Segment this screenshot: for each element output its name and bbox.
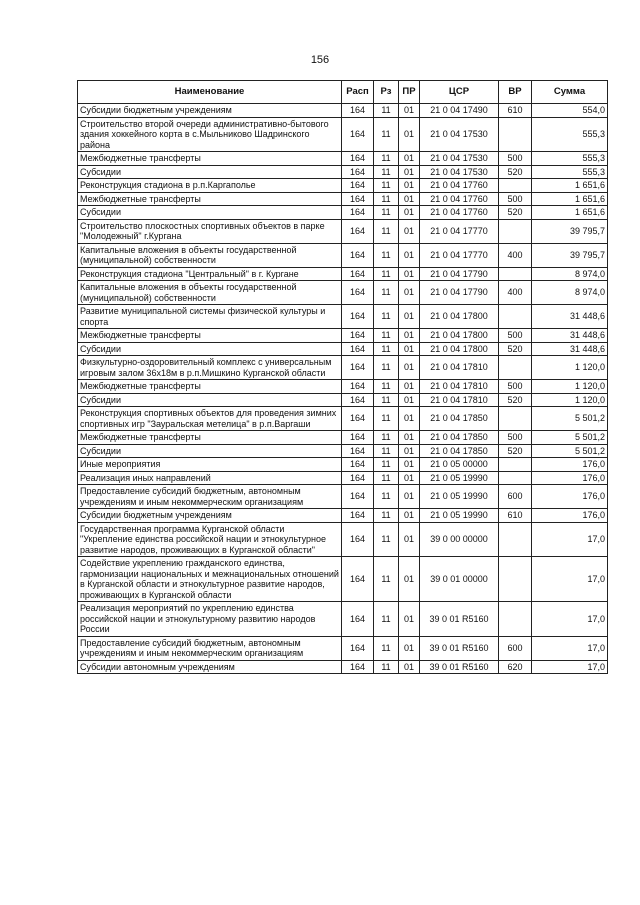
- table-row: [78, 152, 608, 166]
- cell-name: Физкультурно-оздоровительный комплекс с универсальным игровым залом 36x18м в р.п.Мишкино Курганской области: [78, 356, 342, 380]
- cell-pr: 01: [399, 458, 420, 472]
- cell-rz: 11: [374, 206, 399, 220]
- table-row: [78, 219, 608, 243]
- table-row: [78, 243, 608, 267]
- cell-rz: 11: [374, 165, 399, 179]
- table-row: [78, 342, 608, 356]
- cell-csr: 21 0 05 19990: [420, 509, 499, 523]
- cell-pr: 01: [399, 206, 420, 220]
- cell-vr: 520: [499, 393, 532, 407]
- cell-rasp: 164: [342, 342, 374, 356]
- cell-vr: 500: [499, 152, 532, 166]
- cell-name: Межбюджетные трансферты: [78, 152, 342, 166]
- cell-vr: 520: [499, 206, 532, 220]
- table-row: [78, 380, 608, 394]
- cell-sum: 555,3: [532, 165, 608, 179]
- cell-csr: 21 0 04 17530: [420, 152, 499, 166]
- cell-rasp: 164: [342, 219, 374, 243]
- cell-sum: 17,0: [532, 660, 608, 674]
- cell-name: Строительство плоскостных спортивных объектов в парке "Молодежный" г.Кургана: [78, 219, 342, 243]
- cell-sum: 17,0: [532, 602, 608, 637]
- cell-rasp: 164: [342, 380, 374, 394]
- cell-name: Реконструкция стадиона в р.п.Каргаполье: [78, 179, 342, 193]
- cell-name: Капитальные вложения в объекты государственной (муниципальной) собственности: [78, 243, 342, 267]
- cell-pr: 01: [399, 243, 420, 267]
- cell-rasp: 164: [342, 407, 374, 431]
- cell-rasp: 164: [342, 152, 374, 166]
- cell-rz: 11: [374, 179, 399, 193]
- cell-name: Капитальные вложения в объекты государственной (муниципальной) собственности: [78, 281, 342, 305]
- cell-pr: 01: [399, 471, 420, 485]
- cell-csr: 21 0 04 17810: [420, 380, 499, 394]
- cell-vr: [499, 267, 532, 281]
- cell-sum: 17,0: [532, 522, 608, 557]
- cell-pr: 01: [399, 267, 420, 281]
- cell-rz: 11: [374, 444, 399, 458]
- cell-csr: 21 0 04 17770: [420, 243, 499, 267]
- cell-rasp: 164: [342, 305, 374, 329]
- table-row: [78, 192, 608, 206]
- table-row: [78, 329, 608, 343]
- cell-vr: 500: [499, 192, 532, 206]
- cell-vr: 400: [499, 281, 532, 305]
- cell-rz: 11: [374, 602, 399, 637]
- cell-name: Субсидии автономным учреждениям: [78, 660, 342, 674]
- cell-name: Субсидии: [78, 206, 342, 220]
- cell-rasp: 164: [342, 393, 374, 407]
- cell-vr: 600: [499, 636, 532, 660]
- cell-name: Предоставление субсидий бюджетным, автономным учреждениям и иным некоммерческим организациям: [78, 636, 342, 660]
- cell-pr: 01: [399, 192, 420, 206]
- cell-csr: 21 0 04 17790: [420, 267, 499, 281]
- cell-csr: 21 0 04 17810: [420, 356, 499, 380]
- cell-rz: 11: [374, 342, 399, 356]
- cell-sum: 176,0: [532, 458, 608, 472]
- cell-vr: [499, 602, 532, 637]
- cell-rasp: 164: [342, 267, 374, 281]
- cell-rasp: 164: [342, 485, 374, 509]
- table-row: [78, 602, 608, 637]
- cell-name: Межбюджетные трансферты: [78, 192, 342, 206]
- cell-vr: 610: [499, 509, 532, 523]
- cell-vr: 520: [499, 342, 532, 356]
- header-csr: ЦСР: [420, 81, 499, 104]
- cell-csr: 21 0 04 17810: [420, 393, 499, 407]
- cell-pr: 01: [399, 522, 420, 557]
- cell-pr: 01: [399, 393, 420, 407]
- cell-pr: 01: [399, 104, 420, 118]
- cell-rasp: 164: [342, 458, 374, 472]
- cell-csr: 21 0 04 17530: [420, 117, 499, 152]
- cell-csr: 21 0 05 00000: [420, 458, 499, 472]
- header-name: Наименование: [78, 81, 342, 104]
- table-row: [78, 407, 608, 431]
- table-row: [78, 267, 608, 281]
- header-rz: Рз: [374, 81, 399, 104]
- cell-rasp: 164: [342, 660, 374, 674]
- cell-rz: 11: [374, 104, 399, 118]
- cell-rz: 11: [374, 509, 399, 523]
- cell-sum: 17,0: [532, 636, 608, 660]
- cell-vr: [499, 117, 532, 152]
- cell-sum: 31 448,6: [532, 305, 608, 329]
- cell-pr: 01: [399, 444, 420, 458]
- cell-rz: 11: [374, 267, 399, 281]
- table-row: [78, 165, 608, 179]
- cell-sum: 1 120,0: [532, 380, 608, 394]
- cell-pr: 01: [399, 356, 420, 380]
- table-row: [78, 522, 608, 557]
- cell-name: Субсидии бюджетным учреждениям: [78, 104, 342, 118]
- cell-pr: 01: [399, 117, 420, 152]
- cell-rasp: 164: [342, 557, 374, 602]
- cell-rasp: 164: [342, 471, 374, 485]
- cell-sum: 176,0: [532, 471, 608, 485]
- table-body: [78, 104, 608, 674]
- cell-rz: 11: [374, 380, 399, 394]
- cell-vr: [499, 179, 532, 193]
- cell-pr: 01: [399, 329, 420, 343]
- table-header-row: [78, 81, 608, 104]
- cell-pr: 01: [399, 407, 420, 431]
- cell-pr: 01: [399, 431, 420, 445]
- table-row: [78, 431, 608, 445]
- cell-sum: 8 974,0: [532, 267, 608, 281]
- cell-name: Субсидии: [78, 393, 342, 407]
- cell-sum: 554,0: [532, 104, 608, 118]
- cell-csr: 21 0 04 17800: [420, 305, 499, 329]
- cell-vr: 620: [499, 660, 532, 674]
- cell-sum: 1 651,6: [532, 192, 608, 206]
- table-row: [78, 444, 608, 458]
- cell-rz: 11: [374, 522, 399, 557]
- cell-csr: 21 0 04 17850: [420, 431, 499, 445]
- cell-rasp: 164: [342, 192, 374, 206]
- cell-pr: 01: [399, 636, 420, 660]
- cell-rasp: 164: [342, 636, 374, 660]
- cell-rz: 11: [374, 393, 399, 407]
- cell-pr: 01: [399, 165, 420, 179]
- cell-sum: 39 795,7: [532, 219, 608, 243]
- cell-vr: 600: [499, 485, 532, 509]
- cell-csr: 21 0 04 17790: [420, 281, 499, 305]
- cell-rasp: 164: [342, 179, 374, 193]
- cell-vr: 500: [499, 329, 532, 343]
- cell-csr: 21 0 04 17490: [420, 104, 499, 118]
- cell-name: Иные мероприятия: [78, 458, 342, 472]
- cell-vr: [499, 219, 532, 243]
- cell-rz: 11: [374, 152, 399, 166]
- cell-vr: [499, 522, 532, 557]
- table-row: [78, 104, 608, 118]
- table-row: [78, 356, 608, 380]
- table-row: [78, 636, 608, 660]
- cell-sum: 8 974,0: [532, 281, 608, 305]
- cell-vr: 500: [499, 380, 532, 394]
- cell-sum: 39 795,7: [532, 243, 608, 267]
- cell-rz: 11: [374, 329, 399, 343]
- cell-name: Государственная программа Курганской области "Укрепление единства российской нации и этнокультурное развитие народов, проживающих в Курганской области": [78, 522, 342, 557]
- cell-sum: 5 501,2: [532, 431, 608, 445]
- cell-pr: 01: [399, 660, 420, 674]
- cell-csr: 21 0 04 17760: [420, 179, 499, 193]
- cell-rasp: 164: [342, 206, 374, 220]
- cell-name: Реализация иных направлений: [78, 471, 342, 485]
- cell-csr: 39 0 01 R5160: [420, 636, 499, 660]
- cell-sum: 555,3: [532, 117, 608, 152]
- cell-rz: 11: [374, 471, 399, 485]
- budget-table: [77, 80, 608, 674]
- cell-vr: [499, 471, 532, 485]
- cell-csr: 21 0 04 17800: [420, 342, 499, 356]
- table-row: [78, 206, 608, 220]
- table-row: [78, 471, 608, 485]
- cell-csr: 21 0 04 17770: [420, 219, 499, 243]
- cell-vr: [499, 407, 532, 431]
- cell-csr: 39 0 01 R5160: [420, 660, 499, 674]
- cell-rz: 11: [374, 117, 399, 152]
- cell-rz: 11: [374, 458, 399, 472]
- cell-rz: 11: [374, 243, 399, 267]
- cell-rasp: 164: [342, 522, 374, 557]
- cell-name: Развитие муниципальной системы физической культуры и спорта: [78, 305, 342, 329]
- cell-vr: 400: [499, 243, 532, 267]
- table-row: [78, 179, 608, 193]
- cell-pr: 01: [399, 602, 420, 637]
- cell-pr: 01: [399, 509, 420, 523]
- table-row: [78, 305, 608, 329]
- cell-rz: 11: [374, 219, 399, 243]
- cell-rasp: 164: [342, 602, 374, 637]
- cell-csr: 21 0 04 17760: [420, 192, 499, 206]
- cell-rasp: 164: [342, 243, 374, 267]
- cell-name: Предоставление субсидий бюджетным, автономным учреждениям и иным некоммерческим организациям: [78, 485, 342, 509]
- cell-sum: 555,3: [532, 152, 608, 166]
- cell-pr: 01: [399, 152, 420, 166]
- cell-pr: 01: [399, 557, 420, 602]
- cell-name: Субсидии: [78, 444, 342, 458]
- cell-csr: 21 0 05 19990: [420, 471, 499, 485]
- cell-vr: 520: [499, 444, 532, 458]
- cell-name: Субсидии бюджетным учреждениям: [78, 509, 342, 523]
- cell-csr: 39 0 01 R5160: [420, 602, 499, 637]
- cell-rz: 11: [374, 636, 399, 660]
- table-row: [78, 117, 608, 152]
- cell-rasp: 164: [342, 509, 374, 523]
- cell-pr: 01: [399, 179, 420, 193]
- cell-sum: 1 651,6: [532, 179, 608, 193]
- cell-vr: [499, 458, 532, 472]
- cell-rasp: 164: [342, 165, 374, 179]
- cell-csr: 21 0 04 17800: [420, 329, 499, 343]
- cell-name: Межбюджетные трансферты: [78, 431, 342, 445]
- cell-rz: 11: [374, 281, 399, 305]
- table-row: [78, 509, 608, 523]
- cell-rasp: 164: [342, 104, 374, 118]
- cell-name: Реконструкция стадиона "Центральный" в г. Кургане: [78, 267, 342, 281]
- cell-sum: 17,0: [532, 557, 608, 602]
- cell-sum: 31 448,6: [532, 342, 608, 356]
- cell-rz: 11: [374, 192, 399, 206]
- cell-rasp: 164: [342, 117, 374, 152]
- cell-sum: 1 651,6: [532, 206, 608, 220]
- cell-rasp: 164: [342, 356, 374, 380]
- table-row: [78, 485, 608, 509]
- cell-rz: 11: [374, 485, 399, 509]
- cell-sum: 5 501,2: [532, 444, 608, 458]
- table-row: [78, 393, 608, 407]
- cell-sum: 5 501,2: [532, 407, 608, 431]
- cell-csr: 21 0 04 17530: [420, 165, 499, 179]
- table-row: [78, 458, 608, 472]
- cell-pr: 01: [399, 305, 420, 329]
- header-sum: Сумма: [532, 81, 608, 104]
- cell-name: Строительство второй очереди административно-бытового здания хоккейного корта в с.Мыльниково Шадринского района: [78, 117, 342, 152]
- cell-name: Межбюджетные трансферты: [78, 329, 342, 343]
- cell-csr: 21 0 04 17760: [420, 206, 499, 220]
- cell-rasp: 164: [342, 281, 374, 305]
- cell-name: Межбюджетные трансферты: [78, 380, 342, 394]
- cell-csr: 21 0 04 17850: [420, 444, 499, 458]
- cell-rz: 11: [374, 407, 399, 431]
- cell-csr: 39 0 01 00000: [420, 557, 499, 602]
- cell-rz: 11: [374, 660, 399, 674]
- cell-pr: 01: [399, 485, 420, 509]
- cell-csr: 21 0 05 19990: [420, 485, 499, 509]
- cell-rasp: 164: [342, 329, 374, 343]
- cell-sum: 176,0: [532, 485, 608, 509]
- cell-rasp: 164: [342, 431, 374, 445]
- cell-name: Реализация мероприятий по укреплению единства российской нации и этнокультурному развитию народов России: [78, 602, 342, 637]
- cell-name: Содействие укреплению гражданского единства, гармонизации национальных и межнациональных отношений в Курганской области и этнокультурное развитие народов, проживающих в Курганской области: [78, 557, 342, 602]
- cell-name: Субсидии: [78, 342, 342, 356]
- cell-vr: [499, 356, 532, 380]
- header-pr: ПР: [399, 81, 420, 104]
- header-vr: ВР: [499, 81, 532, 104]
- table-row: [78, 660, 608, 674]
- page-number: 156: [310, 54, 330, 66]
- cell-rz: 11: [374, 356, 399, 380]
- cell-sum: 176,0: [532, 509, 608, 523]
- cell-sum: 31 448,6: [532, 329, 608, 343]
- cell-rz: 11: [374, 557, 399, 602]
- cell-pr: 01: [399, 342, 420, 356]
- cell-pr: 01: [399, 281, 420, 305]
- cell-rasp: 164: [342, 444, 374, 458]
- cell-vr: 520: [499, 165, 532, 179]
- table-row: [78, 557, 608, 602]
- cell-sum: 1 120,0: [532, 393, 608, 407]
- cell-rz: 11: [374, 431, 399, 445]
- cell-sum: 1 120,0: [532, 356, 608, 380]
- table-row: [78, 281, 608, 305]
- header-rasp: Расп: [342, 81, 374, 104]
- cell-name: Реконструкция спортивных объектов для проведения зимних спортивных игр "Зауральская метелица" в р.п.Варгаши: [78, 407, 342, 431]
- cell-pr: 01: [399, 380, 420, 394]
- cell-vr: 500: [499, 431, 532, 445]
- cell-pr: 01: [399, 219, 420, 243]
- cell-vr: [499, 557, 532, 602]
- cell-rz: 11: [374, 305, 399, 329]
- cell-vr: [499, 305, 532, 329]
- cell-vr: 610: [499, 104, 532, 118]
- cell-csr: 21 0 04 17850: [420, 407, 499, 431]
- cell-name: Субсидии: [78, 165, 342, 179]
- cell-csr: 39 0 00 00000: [420, 522, 499, 557]
